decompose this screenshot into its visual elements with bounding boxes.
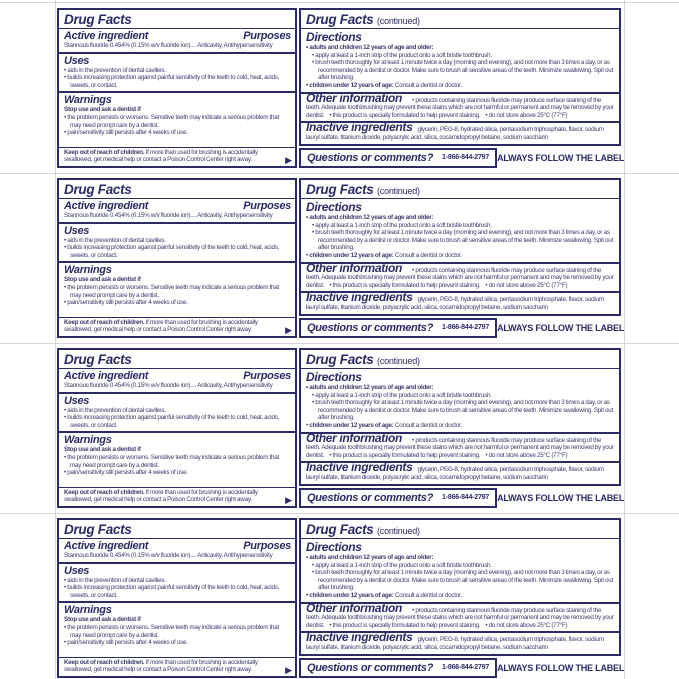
drug-facts-continued-title-main: Drug Facts	[306, 182, 374, 197]
drug-facts-left-column	[57, 518, 297, 678]
other-info-bullet: • do not store above 25°C (77°F)	[485, 112, 567, 119]
directions-adults-bullet: • adults and children 12 years of age and older:	[306, 554, 615, 562]
drug-facts-continued-title-main: Drug Facts	[306, 522, 374, 537]
uses-bullet: • builds increasing protection against painful sensitivity of the teeth to cold, heat, acids, sweets, or contact.	[64, 74, 291, 89]
other-info-bullet: • this product is specially formulated to help prevent staining.	[329, 622, 480, 629]
warnings-bullet: • pain/sensitivity still persists after 4 weeks of use.	[64, 639, 291, 647]
uses-bullet: • builds increasing protection against painful sensitivity of the teeth to cold, heat, acids, sweets, or contact.	[64, 584, 291, 599]
uses-heading: Uses	[64, 564, 90, 577]
active-ingredient-heading: Active ingredient	[64, 370, 149, 382]
active-ingredient-line: Stannous fluoride 0.454% (0.15% w/v fluoride ion).... Anticavity, Antihypersensitivity	[64, 552, 273, 559]
other-information-section	[301, 260, 619, 294]
children-rest: Consult a dentist or doctor.	[393, 421, 463, 429]
questions-box	[299, 658, 497, 678]
warnings-bullet: • the problem persists or worsens. Sensitive teeth may indicate a serious problem that may need prompt care by a dentist.	[64, 284, 291, 299]
questions-row	[299, 488, 625, 508]
children-bold: children under 12 years of age:	[309, 591, 394, 599]
questions-box	[299, 318, 497, 338]
questions-phone-number: 1-866-844-2797	[442, 154, 490, 162]
drug-facts-continued-title	[301, 520, 619, 539]
warnings-bullet: • pain/sensitivity still persists after 4 weeks of use.	[64, 299, 291, 307]
warnings-section	[59, 433, 295, 487]
keep-out-of-reach-section	[59, 488, 295, 506]
inactive-ingredients-text: glycerin, PEG-8, hydrated silica, pentasodium triphosphate, flavor, sodium lauryl sulfate, titanium dioxide, polyacrylic acid, silica, cocamidopropyl betaine, sodium saccharin	[306, 466, 604, 481]
stop-use-line: Stop use and ask a dentist if	[64, 276, 141, 284]
active-ingredient-section	[59, 369, 295, 394]
uses-bullet: • aids in the prevention of dental cavities.	[64, 237, 291, 245]
keep-out-of-reach-section	[59, 148, 295, 166]
directions-heading: Directions	[306, 370, 362, 384]
uses-heading: Uses	[64, 394, 90, 407]
right-arrow-icon: ▶	[285, 665, 292, 675]
always-follow-label: ALWAYS FOLLOW THE LABEL	[497, 662, 625, 673]
active-ingredient-section	[59, 539, 295, 564]
drug-facts-panel	[57, 178, 623, 338]
right-arrow-icon: ▶	[285, 495, 292, 505]
inactive-ingredients-section	[301, 630, 619, 653]
warnings-section	[59, 93, 295, 147]
inactive-ingredients-heading: Inactive ingredients	[306, 460, 413, 475]
questions-heading: Questions or comments?	[307, 491, 434, 504]
warnings-section	[59, 603, 295, 657]
warnings-heading: Warnings	[64, 604, 112, 617]
children-rest: Consult a dentist or doctor.	[393, 251, 463, 259]
keep-out-of-reach-section	[59, 658, 295, 676]
keep-out-bold: Keep out of reach of children.	[64, 488, 145, 496]
keep-out-bold: Keep out of reach of children.	[64, 318, 145, 326]
other-info-bullet: • products containing stannous fluoride may produce surface staining of the teeth. Adequate toothbrushing may prevent these stains which are not harmful or permanent and may be removed by your dentist.	[306, 607, 614, 629]
active-ingredient-section	[59, 199, 295, 224]
uses-bullet: • aids in the prevention of dental cavities.	[64, 67, 291, 75]
drug-facts-continued-box	[299, 178, 621, 316]
drug-facts-right-column	[299, 178, 625, 338]
questions-heading: Questions or comments?	[307, 661, 434, 674]
active-ingredient-line: Stannous fluoride 0.454% (0.15% w/v fluoride ion).... Anticavity, Antihypersensitivity	[64, 382, 273, 389]
purposes-heading: Purposes	[243, 30, 291, 42]
continued-label: (continued)	[376, 526, 420, 536]
keep-out-bold: Keep out of reach of children.	[64, 658, 145, 666]
drug-facts-right-column	[299, 8, 625, 168]
directions-sub-bullet: • apply at least a 1-inch strip of the product onto a soft bristle toothbrush.	[312, 52, 615, 60]
directions-section	[301, 29, 619, 94]
questions-heading: Questions or comments?	[307, 321, 434, 334]
drug-facts-continued-box	[299, 8, 621, 146]
questions-row	[299, 148, 625, 168]
drug-facts-left-column	[57, 8, 297, 168]
uses-bullet: • builds increasing protection against painful sensitivity of the teeth to cold, heat, acids, sweets, or contact.	[64, 414, 291, 429]
other-information-section	[301, 430, 619, 464]
stop-use-line: Stop use and ask a dentist if	[64, 446, 141, 454]
drug-facts-continued-box	[299, 348, 621, 486]
inactive-ingredients-heading: Inactive ingredients	[306, 290, 413, 305]
directions-section	[301, 539, 619, 604]
keep-out-rest: If more than used for brushing is accidentally swallowed, get medical help or contact a Poison Control Center right away.	[64, 148, 258, 164]
warnings-bullet: • the problem persists or worsens. Sensitive teeth may indicate a serious problem that may need prompt care by a dentist.	[64, 624, 291, 639]
directions-children-bullet	[306, 252, 615, 260]
warnings-bullet: • the problem persists or worsens. Sensitive teeth may indicate a serious problem that may need prompt care by a dentist.	[64, 454, 291, 469]
directions-section	[301, 199, 619, 264]
directions-heading: Directions	[306, 30, 362, 44]
other-information-section	[301, 600, 619, 634]
other-info-bullet: • products containing stannous fluoride may produce surface staining of the teeth. Adequate toothbrushing may prevent these stains which are not harmful or permanent and may be removed by your dentist.	[306, 97, 614, 119]
active-ingredient-heading: Active ingredient	[64, 540, 149, 552]
inactive-ingredients-heading: Inactive ingredients	[306, 630, 413, 645]
uses-bullet: • aids in the prevention of dental cavities.	[64, 577, 291, 585]
warnings-bullet: • pain/sensitivity still persists after 4 weeks of use.	[64, 469, 291, 477]
other-info-bullet: • do not store above 25°C (77°F)	[485, 622, 567, 629]
directions-children-bullet	[306, 422, 615, 430]
children-rest: Consult a dentist or doctor.	[393, 591, 463, 599]
children-bold: children under 12 years of age:	[309, 81, 394, 89]
right-arrow-icon: ▶	[285, 155, 292, 165]
purposes-heading: Purposes	[243, 200, 291, 212]
directions-children-bullet	[306, 592, 615, 600]
questions-phone-number: 1-866-844-2797	[442, 494, 490, 502]
drug-facts-title: Drug Facts	[59, 10, 295, 29]
continued-label: (continued)	[376, 186, 420, 196]
drug-facts-continued-title-main: Drug Facts	[306, 352, 374, 367]
warnings-heading: Warnings	[64, 434, 112, 447]
drug-facts-panel	[57, 8, 623, 168]
other-information-section	[301, 90, 619, 124]
other-info-bullet: • do not store above 25°C (77°F)	[485, 452, 567, 459]
other-info-bullet: • this product is specially formulated to help prevent staining.	[329, 282, 480, 289]
other-info-bullet: • do not store above 25°C (77°F)	[485, 282, 567, 289]
drug-facts-continued-title	[301, 180, 619, 199]
warnings-section	[59, 263, 295, 317]
directions-sub-bullet: • brush teeth thoroughly for at least 1 minute twice a day (morning and evening), and not more than 3 times a day, or as recommended by a dentist or doctor. Make sure to brush all sensitive areas of the teeth. Minimize swallowing. Spit out after brushing.	[312, 399, 615, 422]
drug-facts-continued-title	[301, 350, 619, 369]
uses-section	[59, 224, 295, 264]
uses-section	[59, 394, 295, 434]
always-follow-label: ALWAYS FOLLOW THE LABEL	[497, 322, 625, 333]
keep-out-rest: If more than used for brushing is accidentally swallowed, get medical help or contact a Poison Control Center right away.	[64, 318, 258, 334]
children-bold: children under 12 years of age:	[309, 251, 394, 259]
drug-facts-title: Drug Facts	[59, 350, 295, 369]
continued-label: (continued)	[376, 356, 420, 366]
drug-facts-panel	[57, 518, 623, 678]
questions-box	[299, 488, 497, 508]
children-bold: children under 12 years of age:	[309, 421, 394, 429]
uses-section	[59, 54, 295, 94]
inactive-ingredients-section	[301, 290, 619, 313]
drug-facts-left-column	[57, 178, 297, 338]
drug-facts-continued-title-main: Drug Facts	[306, 12, 374, 27]
purposes-heading: Purposes	[243, 370, 291, 382]
uses-heading: Uses	[64, 224, 90, 237]
keep-out-rest: If more than used for brushing is accidentally swallowed, get medical help or contact a Poison Control Center right away.	[64, 658, 258, 674]
directions-section	[301, 369, 619, 434]
other-information-heading: Other information	[306, 430, 403, 445]
warnings-heading: Warnings	[64, 94, 112, 107]
inactive-ingredients-heading: Inactive ingredients	[306, 120, 413, 135]
sheet-edge-right	[624, 0, 625, 679]
drug-facts-title: Drug Facts	[59, 180, 295, 199]
questions-heading: Questions or comments?	[307, 151, 434, 164]
directions-sub-bullet: • brush teeth thoroughly for at least 1 minute twice a day (morning and evening), and not more than 3 times a day, or as recommended by a dentist or doctor. Make sure to brush all sensitive areas of the teeth. Minimize swallowing. Spit out after brushing.	[312, 229, 615, 252]
directions-children-bullet	[306, 82, 615, 90]
inactive-ingredients-text: glycerin, PEG-8, hydrated silica, pentasodium triphosphate, flavor, sodium lauryl sulfate, titanium dioxide, polyacrylic acid, silica, cocamidopropyl betaine, sodium saccharin	[306, 296, 604, 311]
active-ingredient-line: Stannous fluoride 0.454% (0.15% w/v fluoride ion).... Anticavity, Antihypersensitivity	[64, 212, 273, 219]
other-info-bullet: • products containing stannous fluoride may produce surface staining of the teeth. Adequate toothbrushing may prevent these stains which are not harmful or permanent and may be removed by your dentist.	[306, 267, 614, 289]
directions-heading: Directions	[306, 540, 362, 554]
other-info-bullet: • products containing stannous fluoride may produce surface staining of the teeth. Adequate toothbrushing may prevent these stains which are not harmful or permanent and may be removed by your dentist.	[306, 437, 614, 459]
right-arrow-icon: ▶	[285, 325, 292, 335]
questions-row	[299, 318, 625, 338]
warnings-bullet: • the problem persists or worsens. Sensitive teeth may indicate a serious problem that may need prompt care by a dentist.	[64, 114, 291, 129]
directions-adults-bullet: • adults and children 12 years of age and older:	[306, 384, 615, 392]
sheet-edge-left	[55, 0, 56, 679]
questions-phone-number: 1-866-844-2797	[442, 324, 490, 332]
uses-heading: Uses	[64, 54, 90, 67]
directions-sub-bullet: • apply at least a 1-inch strip of the product onto a soft bristle toothbrush.	[312, 222, 615, 230]
active-ingredient-line: Stannous fluoride 0.454% (0.15% w/v fluoride ion).... Anticavity, Antihypersensitivity	[64, 42, 273, 49]
questions-phone-number: 1-866-844-2797	[442, 664, 490, 672]
other-information-heading: Other information	[306, 90, 403, 105]
stop-use-line: Stop use and ask a dentist if	[64, 616, 141, 624]
directions-adults-bullet: • adults and children 12 years of age and older:	[306, 44, 615, 52]
keep-out-rest: If more than used for brushing is accidentally swallowed, get medical help or contact a Poison Control Center right away.	[64, 488, 258, 504]
continued-label: (continued)	[376, 16, 420, 26]
always-follow-label: ALWAYS FOLLOW THE LABEL	[497, 492, 625, 503]
warnings-heading: Warnings	[64, 264, 112, 277]
drug-facts-continued-box	[299, 518, 621, 656]
directions-sub-bullet: • apply at least a 1-inch strip of the product onto a soft bristle toothbrush.	[312, 562, 615, 570]
inactive-ingredients-section	[301, 120, 619, 143]
questions-box	[299, 148, 497, 168]
directions-heading: Directions	[306, 200, 362, 214]
drug-facts-right-column	[299, 348, 625, 508]
inactive-ingredients-text: glycerin, PEG-8, hydrated silica, pentasodium triphosphate, flavor, sodium lauryl sulfate, titanium dioxide, polyacrylic acid, silica, cocamidopropyl betaine, sodium saccharin	[306, 126, 604, 141]
inactive-ingredients-section	[301, 460, 619, 483]
directions-sub-bullet: • apply at least a 1-inch strip of the product onto a soft bristle toothbrush.	[312, 392, 615, 400]
warnings-bullet: • pain/sensitivity still persists after 4 weeks of use.	[64, 129, 291, 137]
keep-out-bold: Keep out of reach of children.	[64, 148, 145, 156]
active-ingredient-heading: Active ingredient	[64, 200, 149, 212]
drug-facts-panel	[57, 348, 623, 508]
drug-facts-title: Drug Facts	[59, 520, 295, 539]
sheet-cut-line	[0, 2, 679, 3]
questions-row	[299, 658, 625, 678]
label-sheet	[57, 8, 623, 678]
drug-facts-right-column	[299, 518, 625, 678]
children-rest: Consult a dentist or doctor.	[393, 81, 463, 89]
directions-sub-bullet: • brush teeth thoroughly for at least 1 minute twice a day (morning and evening), and not more than 3 times a day, or as recommended by a dentist or doctor. Make sure to brush all sensitive areas of the teeth. Minimize swallowing. Spit out after brushing.	[312, 59, 615, 82]
drug-facts-continued-title	[301, 10, 619, 29]
drug-facts-left-column	[57, 348, 297, 508]
active-ingredient-section	[59, 29, 295, 54]
directions-sub-bullet: • brush teeth thoroughly for at least 1 minute twice a day (morning and evening), and not more than 3 times a day, or as recommended by a dentist or doctor. Make sure to brush all sensitive areas of the teeth. Minimize swallowing. Spit out after brushing.	[312, 569, 615, 592]
purposes-heading: Purposes	[243, 540, 291, 552]
other-information-heading: Other information	[306, 260, 403, 275]
keep-out-of-reach-section	[59, 318, 295, 336]
other-info-bullet: • this product is specially formulated to help prevent staining.	[329, 112, 480, 119]
active-ingredient-heading: Active ingredient	[64, 30, 149, 42]
uses-section	[59, 564, 295, 604]
directions-adults-bullet: • adults and children 12 years of age and older:	[306, 214, 615, 222]
always-follow-label: ALWAYS FOLLOW THE LABEL	[497, 152, 625, 163]
uses-bullet: • aids in the prevention of dental cavities.	[64, 407, 291, 415]
other-information-heading: Other information	[306, 600, 403, 615]
uses-bullet: • builds increasing protection against painful sensitivity of the teeth to cold, heat, acids, sweets, or contact.	[64, 244, 291, 259]
stop-use-line: Stop use and ask a dentist if	[64, 106, 141, 114]
inactive-ingredients-text: glycerin, PEG-8, hydrated silica, pentasodium triphosphate, flavor, sodium lauryl sulfate, titanium dioxide, polyacrylic acid, silica, cocamidopropyl betaine, sodium saccharin	[306, 636, 604, 651]
other-info-bullet: • this product is specially formulated to help prevent staining.	[329, 452, 480, 459]
